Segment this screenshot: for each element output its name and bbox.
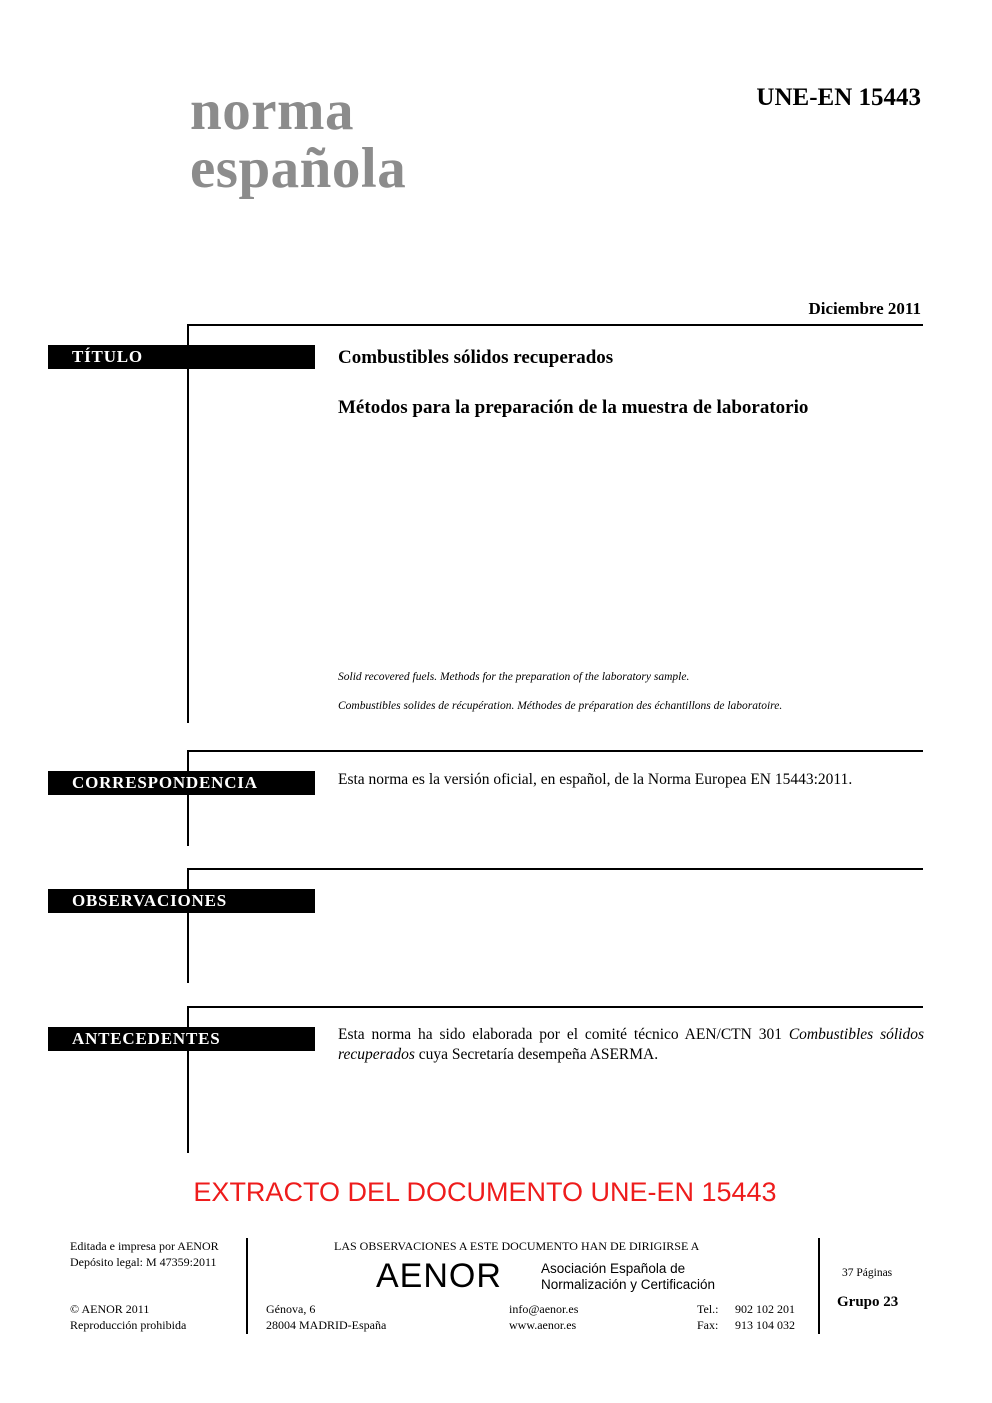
footer-phone-labels (697, 1301, 719, 1333)
standard-code: UNE-EN 15443 (756, 84, 921, 111)
title-spanish-sub: Métodos para la preparación de la muestra de laboratorio (338, 397, 809, 418)
section-rule-correspondencia (187, 750, 189, 846)
aenor-full-name-line-2: Normalización y Certificación (541, 1277, 716, 1292)
aenor-full-name (541, 1261, 715, 1293)
aenor-full-name-line-1: Asociación Española de (541, 1261, 686, 1276)
section-label-titulo: TÍTULO (48, 345, 315, 369)
footer-website[interactable]: www.aenor.es (509, 1318, 577, 1332)
footer-email[interactable]: info@aenor.es (509, 1302, 579, 1316)
footer-tel-value: 902 102 201 (735, 1302, 795, 1316)
section-label-correspondencia: CORRESPONDENCIA (48, 771, 315, 795)
footer-fax-label: Fax: (697, 1318, 719, 1332)
page-count: 37 Páginas (842, 1267, 893, 1279)
footer-editor (70, 1238, 219, 1270)
extract-watermark: EXTRACTO DEL DOCUMENTO UNE-EN 15443 (193, 1177, 777, 1207)
title-french: Combustibles solides de récupération. Méthodes de préparation des échantillons de laboratoire. (338, 700, 783, 712)
antecedentes-committee-name: Combustibles sólidos recuperados (338, 1026, 924, 1063)
correspondencia-text: Esta norma es la versión oficial, en español, de la Norma Europea EN 15443:2011. (338, 771, 853, 788)
publication-date: Diciembre 2011 (808, 299, 921, 318)
footer-address-street: Génova, 6 (266, 1302, 316, 1316)
footer-address (266, 1301, 386, 1333)
antecedentes-text-start: Esta norma ha sido elaborada por el comité técnico AEN/CTN 301 (338, 1026, 789, 1043)
antecedentes-text (338, 1025, 924, 1065)
footer-divider-right (818, 1238, 820, 1334)
footer-editor-line-1: Editada e impresa por AENOR (70, 1239, 219, 1253)
aenor-logo: AENOR (376, 1257, 502, 1295)
section-rule-titulo (187, 324, 189, 723)
section-divider-observaciones (188, 868, 923, 870)
footer-phone-values (735, 1301, 795, 1333)
section-rule-observaciones (187, 868, 189, 983)
section-label-antecedentes: ANTECEDENTES (48, 1027, 315, 1051)
brand-line-1: norma (190, 79, 354, 142)
footer-divider-left (246, 1238, 248, 1334)
footer-tel-label: Tel.: (697, 1302, 719, 1316)
footer-fax-value: 913 104 032 (735, 1318, 795, 1332)
title-spanish-main: Combustibles sólidos recuperados (338, 347, 614, 368)
section-label-observaciones: OBSERVACIONES (48, 889, 315, 913)
footer-copyright (70, 1301, 186, 1333)
antecedentes-text-end: cuya Secretaría desempeña ASERMA. (414, 1046, 659, 1063)
footer-observations-note: LAS OBSERVACIONES A ESTE DOCUMENTO HAN DE DIRIGIRSE A (334, 1239, 700, 1253)
section-divider-antecedentes (188, 1006, 923, 1008)
price-group: Grupo 23 (837, 1294, 899, 1310)
footer-legal-deposit: Depósito legal: M 47359:2011 (70, 1255, 217, 1269)
footer-address-city: 28004 MADRID-España (266, 1318, 387, 1332)
footer-copyright-line-2: Reproducción prohibida (70, 1318, 187, 1332)
brand-line-2: española (190, 137, 407, 200)
title-english: Solid recovered fuels. Methods for the preparation of the laboratory sample. (338, 671, 690, 683)
brand-title (190, 79, 407, 200)
footer-copyright-line-1: © AENOR 2011 (70, 1302, 150, 1316)
section-divider-titulo (188, 324, 923, 326)
section-divider-correspondencia (188, 750, 923, 752)
footer-contact-online (509, 1301, 578, 1333)
